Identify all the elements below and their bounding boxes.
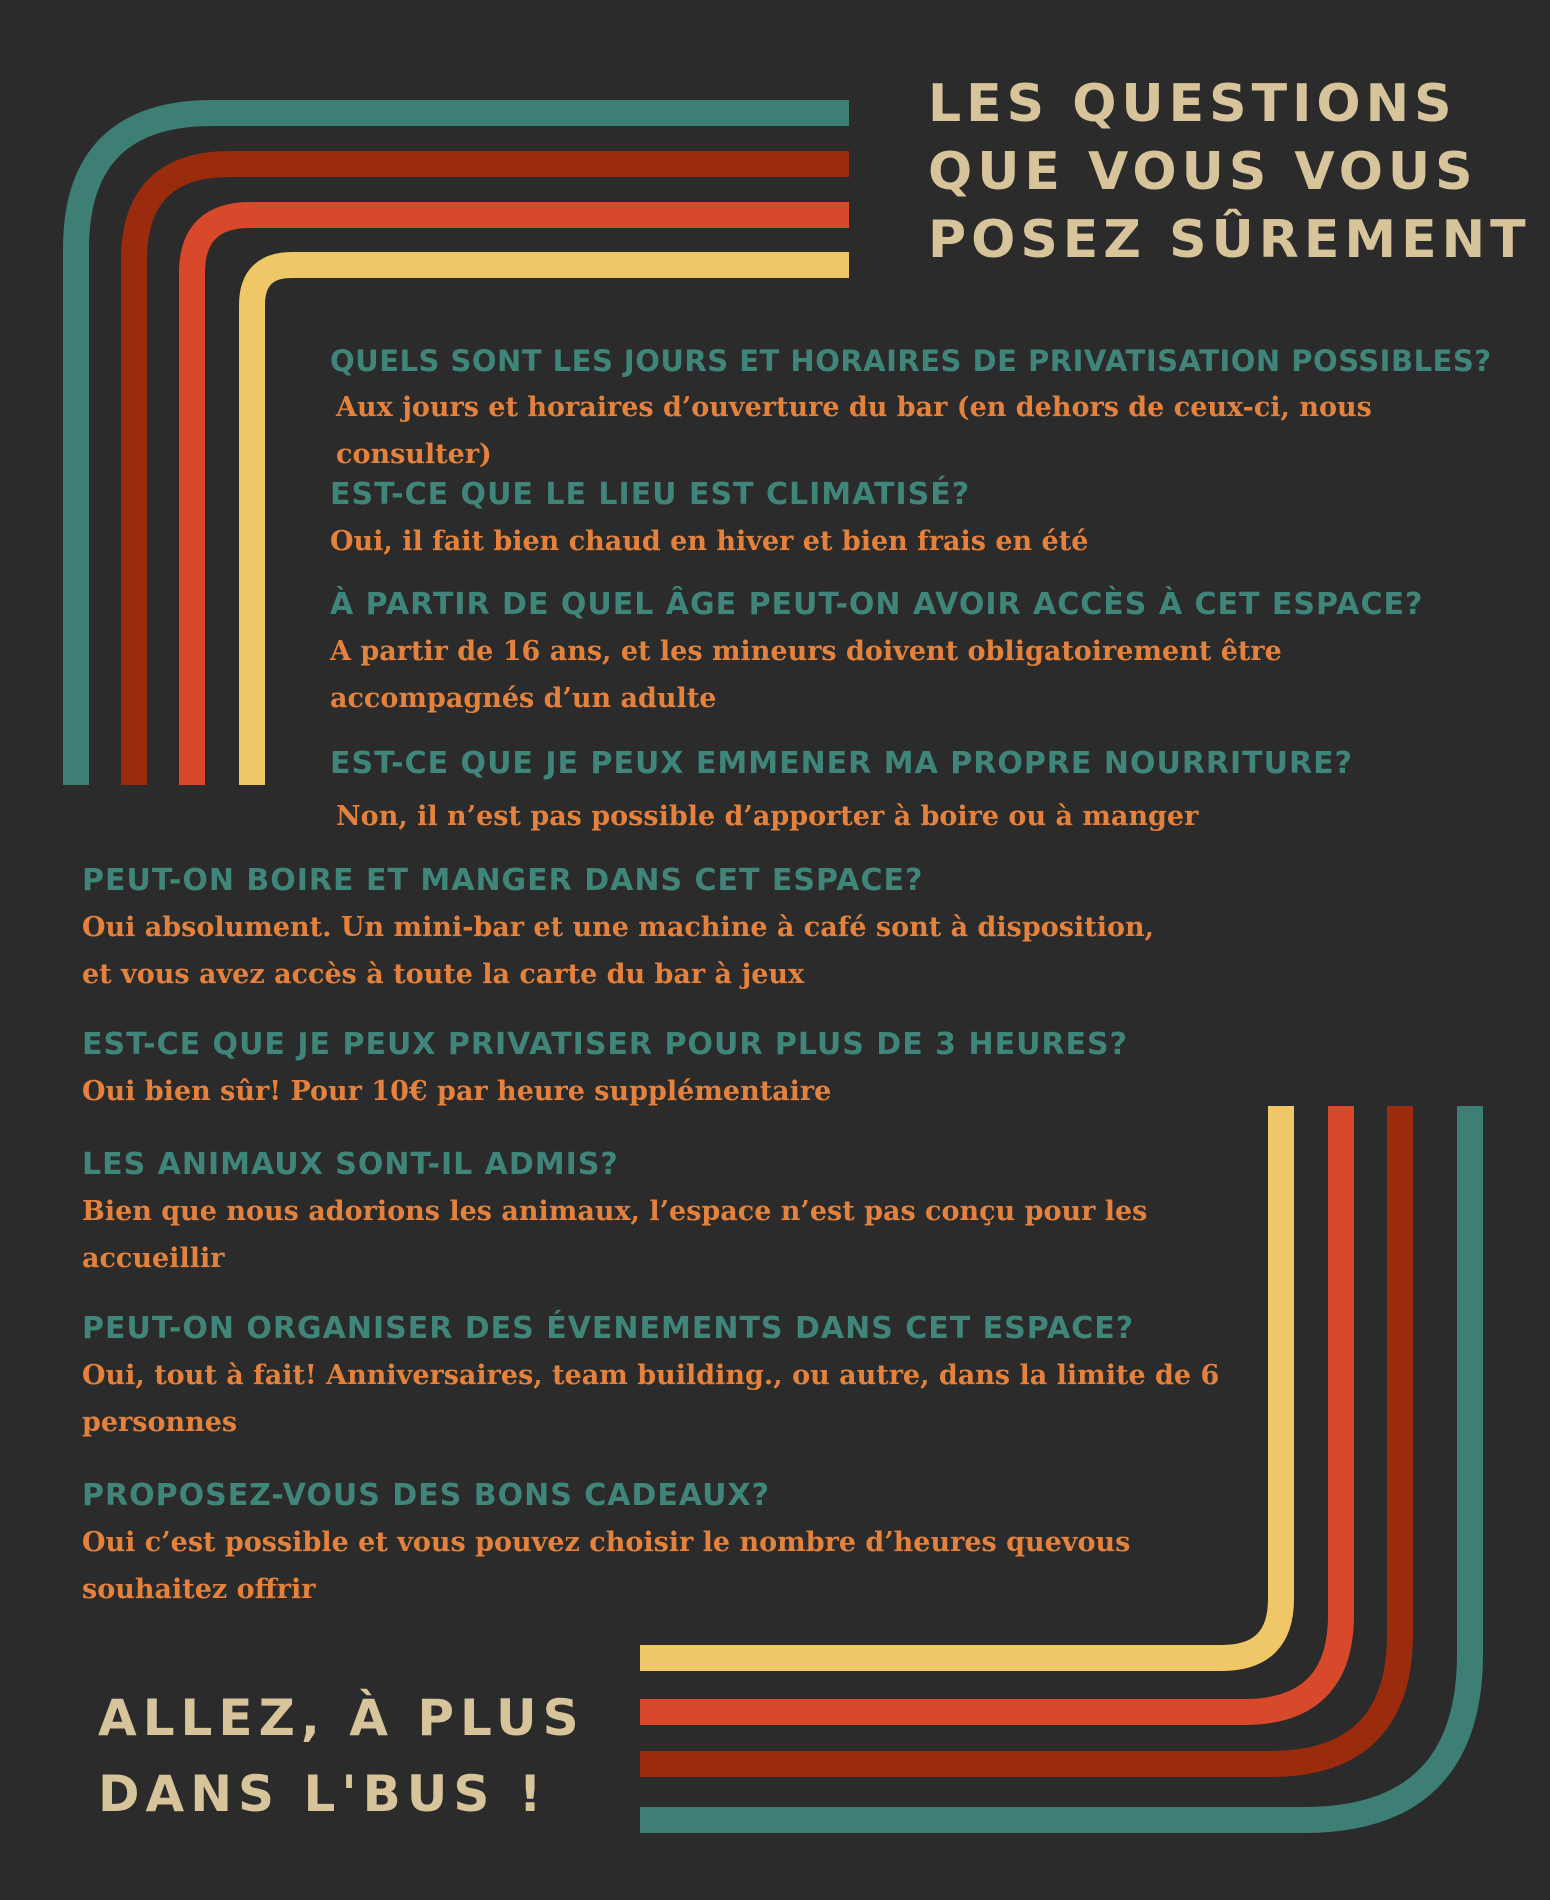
faq-question: PROPOSEZ-VOUS DES BONS CADEAUX?: [82, 1478, 771, 1513]
title-line-3: POSEZ SÛREMENT: [928, 210, 1531, 270]
faq-answer: Bien que nous adorions les animaux, l’espace n’est pas conçu pour les accueillir: [82, 1196, 1148, 1274]
faq-question: QUELS SONT LES JOURS ET HORAIRES DE PRIVATISATION POSSIBLES?: [330, 344, 1492, 378]
faq-answer: Oui, il fait bien chaud en hiver et bien frais en été: [330, 526, 1089, 557]
faq-answer: Oui c’est possible et vous pouvez choisir le nombre d’heures quevous souhaitez offrir: [82, 1527, 1131, 1605]
faq-answer: Oui bien sûr! Pour 10€ par heure supplémentaire: [82, 1076, 832, 1107]
faq-question: EST-CE QUE JE PEUX PRIVATISER POUR PLUS DE 3 HEURES?: [82, 1027, 1129, 1062]
faq-answer: Oui absolument. Un mini-bar et une machine à café sont à disposition, et vous avez accès à toute la carte du bar à jeux: [82, 912, 1154, 990]
closing-line-1: ALLEZ, À PLUS: [98, 1689, 585, 1747]
title-line-1: LES QUESTIONS: [928, 74, 1457, 134]
faq-question: À PARTIR DE QUEL ÂGE PEUT-ON AVOIR ACCÈS À CET ESPACE?: [330, 587, 1424, 622]
faq-item-6: [82, 1026, 1162, 1115]
faq-item-2: [330, 476, 1430, 565]
faq-answer: Non, il n’est pas possible d’apporter à boire ou à manger: [336, 801, 1199, 832]
faq-item-3: [330, 586, 1480, 722]
faq-item-4: [330, 745, 1430, 840]
faq-answer: Oui, tout à fait! Anniversaires, team building., ou autre, dans la limite de 6 personnes: [82, 1360, 1220, 1438]
faq-question: EST-CE QUE LE LIEU EST CLIMATISÉ?: [330, 477, 971, 512]
faq-item-7: [82, 1146, 1202, 1282]
faq-question: LES ANIMAUX SONT-IL ADMIS?: [82, 1147, 619, 1182]
faq-question: PEUT-ON BOIRE ET MANGER DANS CET ESPACE?: [82, 863, 924, 898]
closing-message: [98, 1680, 585, 1832]
closing-line-2: DANS L'BUS !: [98, 1765, 548, 1823]
faq-item-1: [330, 342, 1500, 478]
faq-item-5: [82, 862, 1162, 998]
faq-answer: A partir de 16 ans, et les mineurs doivent obligatoirement être accompagnés d’un adulte: [330, 636, 1282, 714]
faq-question: PEUT-ON ORGANISER DES ÉVENEMENTS DANS CET ESPACE?: [82, 1311, 1135, 1346]
title-line-2: QUE VOUS VOUS: [928, 142, 1478, 202]
faq-answer: Aux jours et horaires d’ouverture du bar (en dehors de ceux-ci, nous consulter): [336, 392, 1372, 470]
page-title: [928, 70, 1531, 274]
faq-question: EST-CE QUE JE PEUX EMMENER MA PROPRE NOURRITURE?: [330, 746, 1353, 781]
faq-item-9: [82, 1477, 1202, 1613]
faq-item-8: [82, 1310, 1222, 1446]
